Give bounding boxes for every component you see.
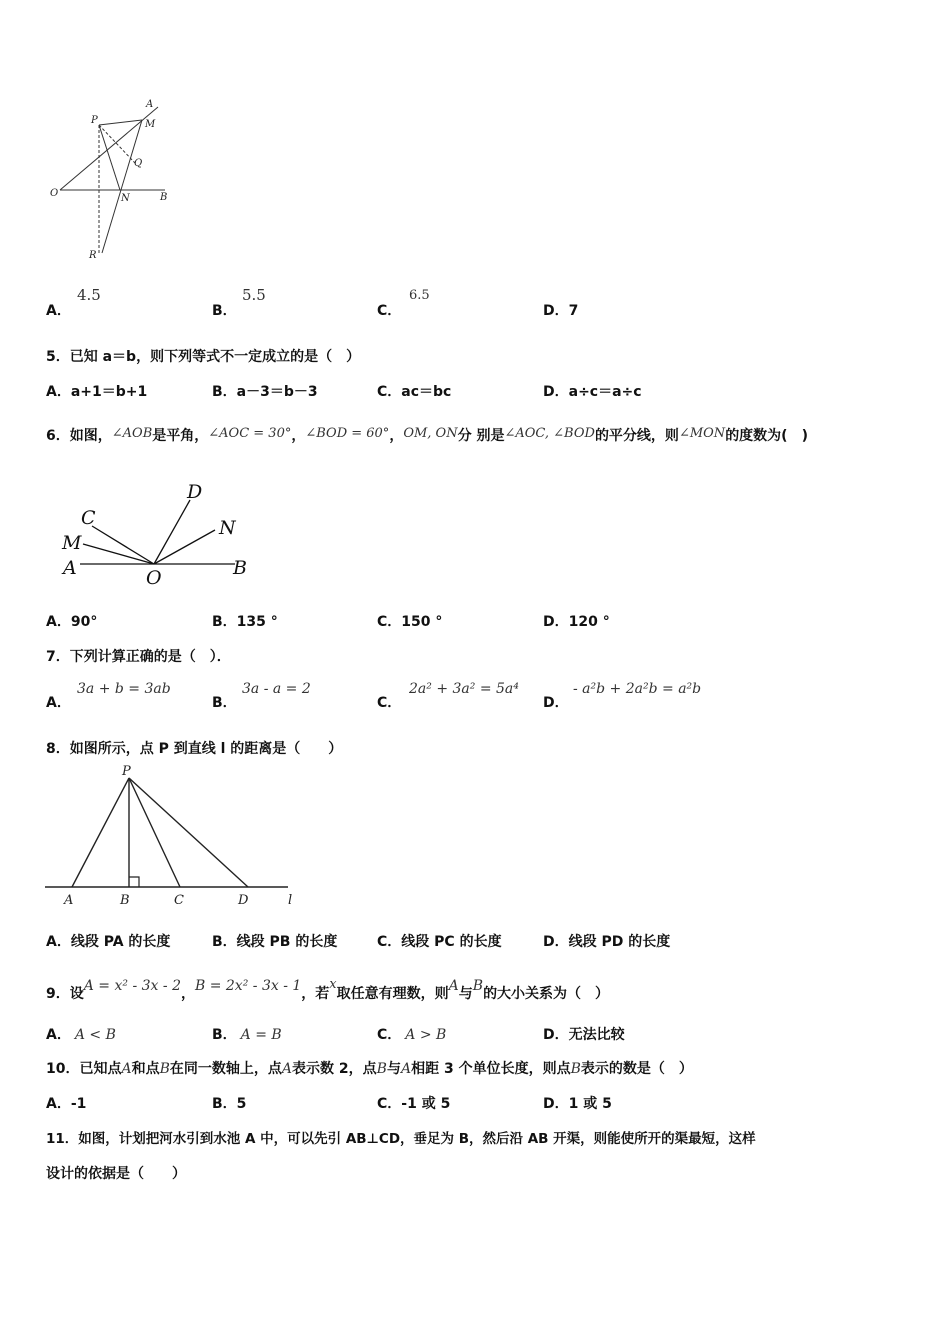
q6-option-b-letter: B． bbox=[212, 614, 237, 630]
q9-stem-p5: 与 bbox=[458, 986, 473, 1002]
q10-stem-m2: B bbox=[159, 1061, 170, 1077]
q10-stem-p3: 在同一数轴上，点 bbox=[169, 1061, 282, 1077]
q11-stem-line1: 11．如图，计划把河水引到水池 A 中，可以先引 AB⊥CD，垂足为 B，然后沿 AB 开渠，则能使所开的渠最短，这样 bbox=[46, 1131, 756, 1147]
q9-option-d-value: 无法比较 bbox=[568, 1027, 625, 1043]
q11-stem-line2: 设计的依据是（ ） bbox=[46, 1166, 186, 1182]
q10-option-c[interactable] bbox=[377, 1093, 450, 1113]
q4-label-r: R bbox=[89, 250, 97, 261]
q9-stem-m3: x bbox=[329, 977, 337, 992]
q10-stem-m6: B bbox=[570, 1061, 581, 1077]
q10-stem-p2: 和点 bbox=[131, 1061, 160, 1077]
q8-option-d-letter: D． bbox=[543, 934, 569, 950]
q6-stem-m5: ∠AOC, ∠BOD bbox=[504, 426, 595, 441]
q5-option-a-letter: A． bbox=[46, 384, 71, 400]
q9-stem bbox=[46, 966, 609, 1013]
q5-stem: 5．已知 a＝b，则下列等式不一定成立的是（ ） bbox=[46, 349, 361, 365]
q9-stem-m2: B = 2x² - 3x - 1 bbox=[194, 978, 302, 994]
q8-label-l: l bbox=[288, 893, 293, 908]
q6-option-a-value: 90° bbox=[70, 614, 98, 630]
q8-option-d[interactable] bbox=[543, 931, 670, 951]
q10-option-d[interactable] bbox=[543, 1093, 612, 1113]
q6-stem-m6: ∠MON bbox=[678, 426, 726, 441]
q10-option-d-letter: D． bbox=[543, 1096, 569, 1112]
q9-option-a-letter: A． bbox=[46, 1027, 71, 1043]
q4-option-d[interactable] bbox=[543, 300, 578, 320]
q8-figure bbox=[40, 760, 305, 910]
q9-stem-p6: 的大小关系为（ ） bbox=[483, 986, 610, 1002]
q9-stem-p1: 9．设 bbox=[46, 986, 84, 1002]
q8-label-a: A bbox=[64, 893, 74, 908]
q10-stem-m3: A bbox=[281, 1061, 293, 1077]
q5-option-b-letter: B． bbox=[212, 384, 237, 400]
q4-label-n: N bbox=[121, 193, 130, 204]
q4-label-a: A bbox=[146, 99, 154, 110]
q4-option-b[interactable] bbox=[212, 300, 237, 320]
q7-option-b-letter: B． bbox=[212, 695, 237, 711]
q9-stem-p4: 取任意有理数，则 bbox=[336, 986, 449, 1002]
q5-option-b-value: a－3＝b－3 bbox=[236, 384, 318, 400]
q4-option-b-letter: B． bbox=[212, 303, 237, 319]
q9-stem-p2: ， bbox=[180, 986, 195, 1002]
q7-option-a[interactable] bbox=[46, 692, 71, 712]
q4-option-a-letter: A． bbox=[46, 303, 71, 319]
q7-option-c[interactable] bbox=[377, 692, 401, 712]
q9-option-b-letter: B． bbox=[212, 1027, 237, 1043]
q6-stem-p3: ， bbox=[291, 428, 306, 444]
q8-option-c-value: 线段 PC 的长度 bbox=[401, 934, 502, 950]
q6-option-b[interactable] bbox=[212, 611, 278, 631]
q10-stem-p4: 表示数 2，点 bbox=[292, 1061, 377, 1077]
q7-option-a-letter: A． bbox=[46, 695, 71, 711]
q10-option-d-value: 1 或 5 bbox=[568, 1096, 612, 1112]
q4-label-p: P bbox=[91, 115, 98, 126]
q10-stem bbox=[46, 1058, 693, 1078]
q7-option-b-value: 3a - a = 2 bbox=[242, 681, 311, 697]
q8-label-c: C bbox=[174, 893, 184, 908]
q4-option-d-letter: D． bbox=[543, 303, 569, 319]
q9-option-b-value: A = B bbox=[240, 1027, 282, 1043]
q6-stem-p4: ， bbox=[389, 428, 404, 444]
q9-stem-m1: A = x² - 3x - 2 bbox=[83, 978, 181, 994]
q6-label-o: O bbox=[146, 567, 162, 589]
q8-option-a-value: 线段 PA 的长度 bbox=[70, 934, 171, 950]
q7-option-d-letter: D． bbox=[543, 695, 569, 711]
q4-option-c[interactable] bbox=[377, 300, 401, 320]
q8-option-c-letter: C． bbox=[377, 934, 402, 950]
q6-stem-m1: ∠AOB bbox=[111, 426, 153, 441]
q7-stem: 7．下列计算正确的是（ ）． bbox=[46, 649, 231, 665]
q7-option-c-value: 2a² + 3a² = 5a⁴ bbox=[409, 681, 519, 697]
q6-label-m: M bbox=[62, 532, 82, 554]
q9-option-c-value: A > B bbox=[405, 1027, 447, 1043]
q6-stem-p2: 是平角， bbox=[152, 428, 209, 444]
q6-option-b-value: 135 ° bbox=[236, 614, 278, 630]
q7-option-b[interactable] bbox=[212, 692, 237, 712]
q10-option-c-value: -1 或 5 bbox=[401, 1096, 451, 1112]
q6-label-c: C bbox=[81, 507, 96, 529]
q8-option-c[interactable] bbox=[377, 931, 502, 951]
q4-label-m: M bbox=[145, 119, 156, 130]
q5-option-c-value: ac＝bc bbox=[401, 384, 452, 400]
q7-option-a-value: 3a + b = 3ab bbox=[77, 681, 171, 697]
q6-option-c[interactable] bbox=[377, 611, 442, 631]
q10-option-b-value: 5 bbox=[236, 1096, 247, 1112]
q9-stem-p3: ，若 bbox=[301, 986, 330, 1002]
q9-option-b[interactable] bbox=[212, 1024, 282, 1044]
q6-stem-m2: ∠AOC = 30° bbox=[208, 426, 292, 441]
q5-option-d-value: a÷c＝a÷c bbox=[568, 384, 642, 400]
q9-option-d-letter: D． bbox=[543, 1027, 569, 1043]
q6-label-d: D bbox=[187, 481, 203, 503]
q4-option-d-value: 7 bbox=[568, 303, 579, 319]
q5-option-d[interactable] bbox=[543, 381, 642, 401]
q6-option-a[interactable] bbox=[46, 611, 97, 631]
q9-stem-m5: B bbox=[472, 978, 484, 994]
q10-option-c-letter: C． bbox=[377, 1096, 402, 1112]
q7-option-c-letter: C． bbox=[377, 695, 402, 711]
q10-option-b[interactable] bbox=[212, 1093, 246, 1113]
q6-stem-m4: OM, ON bbox=[403, 426, 458, 441]
q10-stem-m4: B bbox=[376, 1061, 387, 1077]
q6-stem-p5: 分 别是 bbox=[457, 428, 505, 444]
q4-figure bbox=[40, 95, 180, 265]
q9-option-a-value: A < B bbox=[74, 1027, 116, 1043]
q9-stem-m4: A bbox=[448, 978, 459, 994]
q6-option-d[interactable] bbox=[543, 611, 610, 631]
q4-option-b-value: 5.5 bbox=[242, 286, 266, 304]
q5-option-b[interactable] bbox=[212, 381, 318, 401]
q10-stem-p7: 表示的数是（ ） bbox=[580, 1061, 693, 1077]
q6-option-d-value: 120 ° bbox=[568, 614, 610, 630]
q4-option-a[interactable] bbox=[46, 300, 71, 320]
q10-stem-m1: A bbox=[121, 1061, 132, 1077]
q5-option-d-letter: D． bbox=[543, 384, 569, 400]
q6-option-c-letter: C． bbox=[377, 614, 402, 630]
q10-stem-p1: 10．已知点 bbox=[46, 1061, 122, 1077]
q8-stem: 8．如图所示，点 P 到直线 l 的距离是（ ） bbox=[46, 741, 343, 757]
q6-label-a: A bbox=[63, 557, 77, 579]
q6-option-a-letter: A． bbox=[46, 614, 71, 630]
q5-option-c-letter: C． bbox=[377, 384, 402, 400]
q7-option-d[interactable] bbox=[543, 692, 569, 712]
q6-option-c-value: 150 ° bbox=[401, 614, 443, 630]
q6-stem-p6: 的平分线，则 bbox=[594, 428, 679, 444]
q6-label-b: B bbox=[233, 557, 247, 579]
q8-option-d-value: 线段 PD 的长度 bbox=[568, 934, 671, 950]
q9-option-c[interactable] bbox=[377, 1024, 446, 1044]
q8-option-a[interactable] bbox=[46, 931, 170, 951]
q10-stem-p5: 与 bbox=[386, 1061, 401, 1077]
q10-stem-p6: 相距 3 个单位长度，则点 bbox=[411, 1061, 571, 1077]
q9-option-d[interactable] bbox=[543, 1024, 625, 1044]
q10-option-a-letter: A． bbox=[46, 1096, 71, 1112]
q4-label-q: Q bbox=[134, 158, 143, 169]
q10-option-a-value: -1 bbox=[70, 1096, 87, 1112]
q8-label-b: B bbox=[120, 893, 130, 908]
q5-option-a-value: a+1＝b+1 bbox=[70, 384, 148, 400]
q8-option-b-letter: B． bbox=[212, 934, 237, 950]
q4-option-c-value: 6.5 bbox=[409, 288, 430, 303]
q10-option-a[interactable] bbox=[46, 1093, 86, 1113]
q6-figure bbox=[55, 478, 265, 590]
q6-stem-p7: 的度数为( ) bbox=[725, 428, 808, 444]
q7-option-d-value: - a²b + 2a²b = a²b bbox=[573, 681, 702, 697]
q10-option-b-letter: B． bbox=[212, 1096, 237, 1112]
q6-label-n: N bbox=[219, 517, 236, 539]
q8-option-b-value: 线段 PB 的长度 bbox=[236, 934, 338, 950]
q5-option-c[interactable] bbox=[377, 381, 451, 401]
q8-label-p: P bbox=[122, 764, 131, 779]
q8-option-a-letter: A． bbox=[46, 934, 71, 950]
q6-stem-p1: 6．如图， bbox=[46, 428, 112, 444]
q4-label-o: O bbox=[50, 188, 59, 199]
q8-label-d: D bbox=[238, 893, 249, 908]
q4-option-a-value: 4.5 bbox=[77, 286, 101, 304]
q6-stem bbox=[46, 420, 808, 450]
q4-label-b: B bbox=[160, 192, 168, 203]
q4-option-c-letter: C． bbox=[377, 303, 402, 319]
q9-option-c-letter: C． bbox=[377, 1027, 402, 1043]
q10-stem-m5: A bbox=[400, 1061, 412, 1077]
q9-option-a[interactable] bbox=[46, 1024, 116, 1044]
q6-stem-m3: ∠BOD = 60° bbox=[305, 426, 390, 441]
q5-option-a[interactable] bbox=[46, 381, 147, 401]
q6-option-d-letter: D． bbox=[543, 614, 569, 630]
q8-option-b[interactable] bbox=[212, 931, 337, 951]
